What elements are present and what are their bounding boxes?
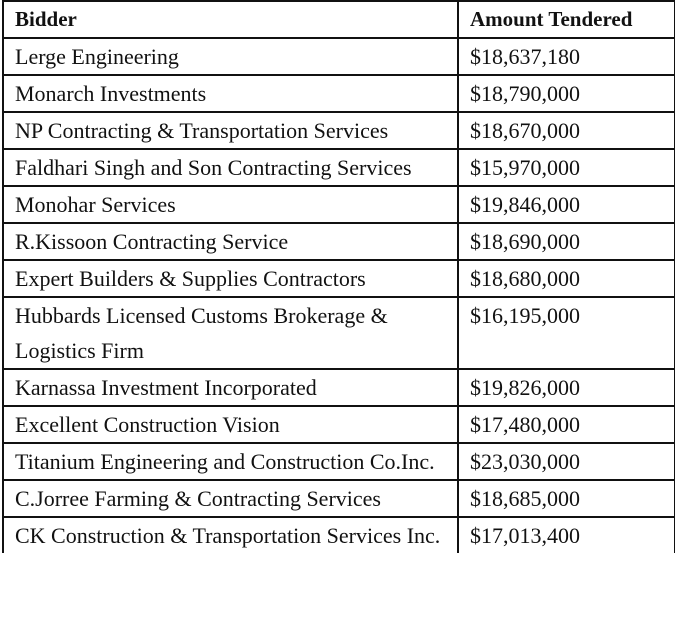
table-header-row [3, 1, 675, 38]
table-row [3, 297, 675, 369]
bidder-cell: Excellent Construction Vision [3, 406, 458, 443]
amount-cell: $17,013,400 [458, 517, 675, 553]
table-row [3, 443, 675, 480]
bidder-cell: C.Jorree Farming & Contracting Services [3, 480, 458, 517]
table-row [3, 75, 675, 112]
amount-cell: $19,846,000 [458, 186, 675, 223]
amount-cell: $16,195,000 [458, 297, 675, 369]
table-row [3, 38, 675, 75]
table-row [3, 186, 675, 223]
bidder-cell: Lerge Engineering [3, 38, 458, 75]
bidder-cell: Faldhari Singh and Son Contracting Services [3, 149, 458, 186]
header-amount-tendered: Amount Tendered [458, 1, 675, 38]
amount-cell: $18,685,000 [458, 480, 675, 517]
bidders-table [2, 0, 675, 553]
table-row [3, 223, 675, 260]
bidder-cell: Monohar Services [3, 186, 458, 223]
amount-cell: $18,690,000 [458, 223, 675, 260]
bidder-cell: Titanium Engineering and Construction Co.Inc. [3, 443, 458, 480]
amount-cell: $18,790,000 [458, 75, 675, 112]
header-bidder: Bidder [3, 1, 458, 38]
table-row [3, 480, 675, 517]
bidder-cell: Hubbards Licensed Customs Brokerage & Logistics Firm [3, 297, 458, 369]
amount-cell: $19,826,000 [458, 369, 675, 406]
table-row [3, 369, 675, 406]
amount-cell: $18,680,000 [458, 260, 675, 297]
table-row [3, 149, 675, 186]
bidder-cell: Expert Builders & Supplies Contractors [3, 260, 458, 297]
bidder-cell: NP Contracting & Transportation Services [3, 112, 458, 149]
bidder-cell: R.Kissoon Contracting Service [3, 223, 458, 260]
bidder-cell: CK Construction & Transportation Services Inc. [3, 517, 458, 553]
amount-cell: $23,030,000 [458, 443, 675, 480]
amount-cell: $18,670,000 [458, 112, 675, 149]
table-row [3, 260, 675, 297]
amount-cell: $15,970,000 [458, 149, 675, 186]
amount-cell: $17,480,000 [458, 406, 675, 443]
table-row [3, 406, 675, 443]
table-row [3, 112, 675, 149]
table-row [3, 517, 675, 553]
amount-cell: $18,637,180 [458, 38, 675, 75]
bidder-cell: Karnassa Investment Incorporated [3, 369, 458, 406]
bidder-cell: Monarch Investments [3, 75, 458, 112]
